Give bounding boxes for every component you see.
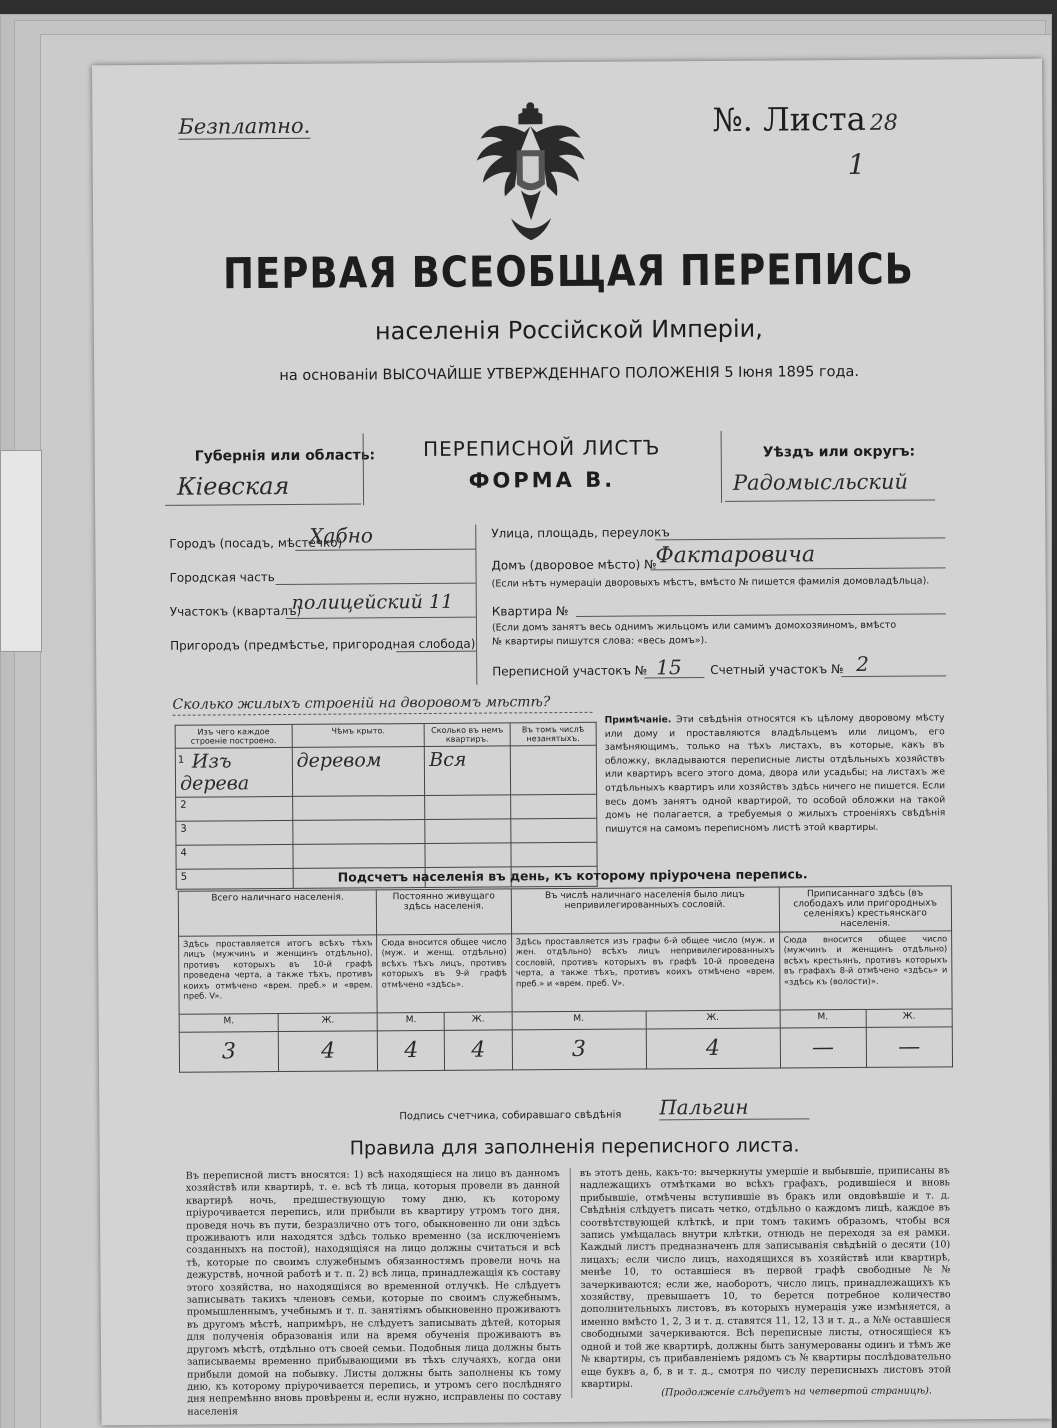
table-row bbox=[176, 842, 597, 869]
census-district-label: Переписной участокъ № bbox=[492, 663, 648, 679]
buildings-note-text: Эти свѣдѣнія относятся къ цѣлому дворовому мѣсту или дому и проставляются владѣльцемъ или лицомъ, его замѣняющимъ, только на тѣхъ листахъ, въ которые, какъ въ обложку, вкладываются переписные листы отдѣльныхъ хозяйствъ или квартиръ всего этого дома, двора или усадьбы; на листахъ же отдѣльныхъ квартиръ или хозяйствъ здѣсь ничего не пишется. Если весь домъ занятъ одной квартирой, то особой обложки на такой домъ не полагается, а требуемыя о жилыхъ строеніяхъ свѣдѣнія пишутся на самомъ переписномъ листѣ этой квартиры. bbox=[604, 712, 946, 835]
f-label: Ж. bbox=[278, 1013, 377, 1032]
count-header-peasants: Приписаннаго здѣсь (въ слободахъ или пригородныхъ селеніяхъ) крестьянскаго населенія. bbox=[779, 886, 952, 932]
buildings-header-flats: Сколько въ немъ квартиръ. bbox=[425, 723, 510, 747]
count-desc-peasants: Сюда вносится общее число (мужчинъ и женщинъ отдѣльно) всѣхъ крестьянъ, противъ которыхъ въ графахъ 8-й отмѣчено «здѣсь» и «здѣсь къ (волости)». bbox=[779, 931, 952, 1010]
count-header-permanent: Постоянно живущаго здѣсь населенія. bbox=[377, 889, 511, 935]
count-title: Подсчетъ населенія въ день, къ которому пріурочена перепись. bbox=[337, 866, 808, 885]
gubernia-label: Губернія или область: bbox=[194, 447, 376, 465]
free-label: Безплатно. bbox=[178, 113, 311, 139]
imperial-eagle-emblem bbox=[470, 100, 591, 251]
m-label: М. bbox=[377, 1012, 444, 1030]
apartment-note-2: № квартиры пишутся слова: «весь домъ»). bbox=[492, 635, 708, 648]
total-female-value: 4 bbox=[278, 1031, 377, 1072]
count-desc-row bbox=[179, 931, 953, 1014]
buildings-table bbox=[175, 722, 598, 890]
counting-district-value: 2 bbox=[856, 651, 870, 676]
subtitle: населенія Россійской Имперіи, bbox=[374, 314, 763, 346]
rules-column-1: Въ переписной листъ вносятся: 1) всѣ находящіеся на лицо въ данномъ хозяйствѣ или квартирѣ, т. е. всѣ тѣ лица, которыя провели въ данной квартирѣ ночь, предшествующую тому дню, къ которому пріурочивается перепись, или прибыли въ квартиру утромъ того дня, проведя ночь въ пути, безразлично отъ того, обыкновенно ли они здѣсь проживаютъ или находятся здѣсь только временно (за исключеніемъ созданныхъ на постой), находящіяся на лицо должны считаться и всѣ тѣ, которые по своимъ служебнымъ обязанностямъ провели ночь на дежурствѣ, ночной работѣ и т. п. 2) всѣ лица, принадлежащія къ составу этого хозяйства, но находящіяся во временной отлучкѣ. Не слѣдуетъ записывать такихъ членовъ семьи, которые по своимъ служебнымъ, промышленнымъ, учебнымъ и т. п. занятіямъ обыкновенно проживаютъ въ другомъ мѣстѣ, напримѣръ, не слѣдуетъ записывать дѣтей, которыя для полученія образованія или на время обученія проживаютъ въ другомъ мѣстѣ, отдѣльно отъ своей семьи. Подобныя лица должны быть записываемы временно прибывающими въ тѣхъ случаяхъ, когда они прибыли домой на побывку. Листы должны быть заполнены къ тому дню, къ которому пріурочивается перепись, и утромъ сего послѣдняго дня непремѣнно вновь провѣрены и, если нужно, исправлены по составу населенія bbox=[185, 1168, 562, 1418]
main-title: ПЕРВАЯ ВСЕОБЩАЯ ПЕРЕПИСЬ bbox=[222, 244, 915, 299]
f-label: Ж. bbox=[445, 1012, 512, 1030]
sheet-number-value: 28 bbox=[869, 110, 898, 136]
f-label: Ж. bbox=[646, 1010, 780, 1029]
signature-label: Подпись счетчика, собиравшаго свѣдѣнія bbox=[399, 1109, 622, 1123]
table-row bbox=[176, 794, 597, 821]
table-cell: 5 bbox=[176, 868, 293, 889]
buildings-header-material: Изъ чего каждое строеніе построено. bbox=[175, 724, 292, 748]
table-cell: 4 bbox=[176, 844, 293, 869]
permanent-male-value: 4 bbox=[378, 1030, 445, 1070]
rules-continued: (Продолженіе слѣдуетъ на четвертой страницѣ). bbox=[661, 1385, 932, 1399]
house-note: (Если нѣтъ нумераціи дворовыхъ мѣстъ, вмѣсто № пишется фамилія домовладѣльца). bbox=[491, 575, 930, 590]
sheet-number-label: №. Листа bbox=[712, 99, 866, 139]
uezd-value: Радомысльский bbox=[732, 469, 909, 495]
apartment-label: Квартира № bbox=[491, 604, 569, 619]
decree-basis: на основаніи ВЫСОЧАЙШЕ УТВЕРЖДЕННАГО ПОЛОЖЕНІЯ 5 Іюня 1895 года. bbox=[279, 363, 860, 385]
count-header-row bbox=[178, 886, 951, 936]
census-district-value: 15 bbox=[656, 655, 682, 680]
city-part-label: Городская часть bbox=[169, 570, 275, 585]
buildings-note-head: Примѣчаніе. bbox=[604, 714, 672, 726]
rules-title: Правила для заполненія переписного листа. bbox=[349, 1134, 800, 1160]
buildings-question: Сколько жилыхъ строеній на дворовомъ мѣстѣ? bbox=[172, 694, 551, 713]
permanent-female-value: 4 bbox=[445, 1030, 512, 1070]
table-cell: деревом bbox=[292, 747, 425, 797]
nonprivileged-male-value: 3 bbox=[512, 1029, 646, 1070]
prigorod-label: Пригородъ (предмѣстье, пригородная слобода) bbox=[170, 636, 476, 653]
signature-value: Пальгин bbox=[659, 1094, 809, 1120]
count-desc-nonprivileged: Здѣсь проставляется изъ графы 6-й общее число (муж. и жен. отдѣльно) всѣхъ лицъ непривилегированныхъ сословій, противъ которыхъ въ графѣ 10-й проведена черта, а также тѣхъ, противъ коихъ отмѣчено «врем. преб.» и «врем. преб. V». bbox=[511, 932, 780, 1012]
buildings-header-roof: Чѣмъ крыто. bbox=[292, 724, 425, 748]
count-header-nonprivileged: Въ числѣ наличнаго населенія было лицъ непривилегированныхъ сословій. bbox=[511, 887, 779, 934]
table-cell: Вся bbox=[425, 746, 511, 796]
table-row bbox=[176, 818, 597, 845]
city-value: Хабно bbox=[309, 523, 373, 548]
m-label: М. bbox=[179, 1014, 278, 1033]
buildings-note bbox=[605, 711, 946, 836]
counting-district-label: Счетный участокъ № bbox=[710, 662, 844, 678]
count-desc-permanent: Сюда вносится общее число (муж. и женщ. отдѣльно) всѣхъ тѣхъ лицъ, противъ которыхъ въ 9-й графѣ отмѣчено «здѣсь». bbox=[377, 934, 512, 1013]
uchastok-label: Участокъ (кварталъ) bbox=[169, 603, 302, 619]
table-cell bbox=[510, 745, 597, 795]
m-label: М. bbox=[512, 1011, 646, 1030]
buildings-header-row bbox=[175, 722, 596, 748]
house-label: Домъ (дворовое мѣсто) № bbox=[491, 557, 657, 573]
adjacent-page-edge bbox=[0, 450, 42, 652]
nonprivileged-female-value: 4 bbox=[646, 1028, 780, 1069]
table-cell: 1 Изъ дерева bbox=[175, 747, 292, 797]
rules-column-2: въ этотъ день, какъ-то: вычеркнуты умершіе и выбывшіе, приписаны въ надлежащихъ отмѣтками во всѣхъ графахъ, родившіеся и вновь прибывшіе, отмѣчены вступившіе въ бракъ или овдовѣвшіе и т. д. Свѣдѣнія слѣдуетъ писать четко, отдѣльно о каждомъ лицѣ, каждое въ соотвѣтствующей клѣткѣ, и при томъ такимъ образомъ, чтобы вся запись умѣщалась внутри клѣтки, отнюдь не переходя за ея рамки. Каждый листъ предназначенъ для записыванія свѣдѣній о десяти (10) лицахъ; если число лицъ, находящихся въ хозяйствѣ или квартирѣ, менѣе 10, то оставшіеся въ первой графѣ свободные №№ зачеркиваются; если же, наоборотъ, число лицъ, принадлежащихъ къ хозяйству, превышаетъ 10, то берется потребное количество дополнительныхъ листовъ, въ которыхъ нумерація уже измѣняется, а именно вмѣсто 1, 2, 3 и т. д. ставятся 11, 12, 13 и т. д., а №№ оставшіеся свободными зачеркиваются. Всѣ переписные листы, относящіеся къ одной и той же квартирѣ, должны быть занумерованы одинъ и тѣмъ же № квартиры, съ прибавленіемъ рядомъ съ № квартиры послѣдовательно еще буквъ а, б, в и т. д., смотря по числу переписныхъ листовъ этой квартиры. bbox=[579, 1165, 952, 1390]
total-male-value: 3 bbox=[179, 1032, 278, 1073]
table-row bbox=[175, 745, 596, 797]
street-label: Улица, площадь, переулокъ bbox=[491, 525, 670, 541]
peasants-female-value: — bbox=[866, 1027, 953, 1068]
form-title: ПЕРЕПИСНОЙ ЛИСТЪ bbox=[422, 435, 661, 462]
sheet-number bbox=[712, 100, 898, 139]
house-value: Фактаровича bbox=[655, 542, 816, 569]
m-label: М. bbox=[780, 1009, 866, 1028]
apartment-note-1: (Если домъ занятъ весь однимъ жильцомъ или самимъ домохозяиномъ, вмѣсто bbox=[491, 619, 897, 634]
uezd-label: Уѣздъ или округъ: bbox=[762, 443, 916, 461]
sheet-number-extra: 1 bbox=[847, 147, 866, 182]
count-header-total: Всего наличнаго населенія. bbox=[178, 890, 377, 936]
count-desc-total: Здѣсь проставляется итогъ всѣхъ тѣхъ лицъ (мужчинъ и женщинъ отдѣльно), противъ которыхъ въ 10-й графѣ проведена черта, а также тѣхъ, противъ коихъ отмѣчено «врем. преб.» и «врем. преб. V». bbox=[179, 935, 378, 1014]
f-label: Ж. bbox=[866, 1009, 952, 1028]
form-type: ФОРМА В. bbox=[468, 467, 616, 493]
table-cell: 2 bbox=[176, 796, 293, 821]
buildings-header-vacant: Въ томъ числѣ незанятыхъ. bbox=[510, 722, 597, 746]
gubernia-value: Кіевская bbox=[176, 471, 290, 501]
table-cell: 3 bbox=[176, 820, 293, 845]
city-label: Городъ (посадъ, мѣстечко) bbox=[169, 535, 343, 551]
census-sheet bbox=[92, 59, 1051, 1426]
uchastok-value: полицейский 11 bbox=[291, 590, 454, 614]
peasants-male-value: — bbox=[780, 1027, 866, 1068]
count-values-row bbox=[179, 1027, 952, 1072]
count-table bbox=[178, 885, 953, 1072]
